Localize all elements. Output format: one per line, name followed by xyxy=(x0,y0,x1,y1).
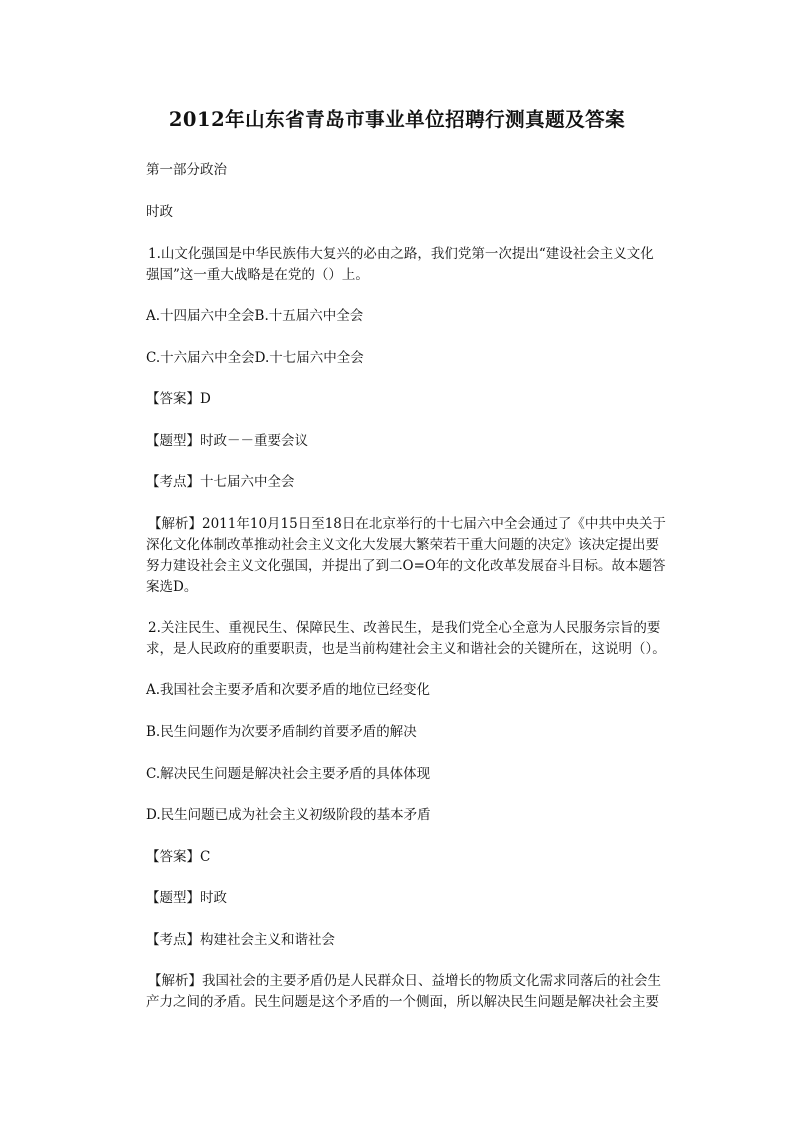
q2-answer: 【答案】C xyxy=(146,849,211,865)
q1-options-ab: A.十四届六中全会B.十五届六中全会 xyxy=(146,308,364,324)
section-heading: 第一部分政治 xyxy=(146,162,227,178)
document-title: 2012年山东省青岛市事业单位招聘行测真题及答案 xyxy=(168,108,626,131)
q1-answer: 【答案】D xyxy=(146,391,211,407)
q1-analysis: 【解析】2011年10月15日至18日在北京举行的十七届六中全会通过了《中共中央关于深化文化体制改革推动社会主义文化大发展大繁荣若干重大问题的决定》该决定提出要努力建设社会主义文化强国，并提出了到二O=O年的文化改革发展奋斗目标。故本题答案选D。 xyxy=(146,516,666,595)
q2-point: 【考点】构建社会主义和谐社会 xyxy=(146,932,335,948)
q1-options-cd: C.十六届六中全会D.十七届六中全会 xyxy=(146,350,364,366)
subsection-heading: 时政 xyxy=(146,204,173,220)
q1-point: 【考点】十七届六中全会 xyxy=(146,474,295,490)
q2-type: 【题型】时政 xyxy=(146,890,227,906)
q2-option-a: A.我国社会主要矛盾和次要矛盾的地位已经变化 xyxy=(146,682,431,698)
q1-stem: 1.山文化强国是中华民族伟大复兴的必由之路，我们党第一次提出“建设社会主义文化强国”这一重大战略是在党的（）上。 xyxy=(146,246,654,283)
q2-option-d: D.民生问题已成为社会主义初级阶段的基本矛盾 xyxy=(146,807,431,823)
q2-option-b: B.民生问题作为次要矛盾制约首要矛盾的解决 xyxy=(146,724,417,740)
q2-stem: 2.关注民生、重视民生、保障民生、改善民生，是我们党全心全意为人民服务宗旨的要求，是人民政府的重要职责，也是当前构建社会主义和谐社会的关键所在，这说明（）。 xyxy=(146,620,666,657)
q2-analysis: 【解析】我国社会的主要矛盾仍是人民群众日、益增长的物质文化需求同落后的社会生产力之间的矛盾。民生问题是这个矛盾的一个侧面，所以解决民生问题是解决社会主要 xyxy=(146,973,661,1010)
q1-type: 【题型】时政－－重要会议 xyxy=(146,433,308,449)
q2-option-c: C.解决民生问题是解决社会主要矛盾的具体体现 xyxy=(146,766,431,782)
